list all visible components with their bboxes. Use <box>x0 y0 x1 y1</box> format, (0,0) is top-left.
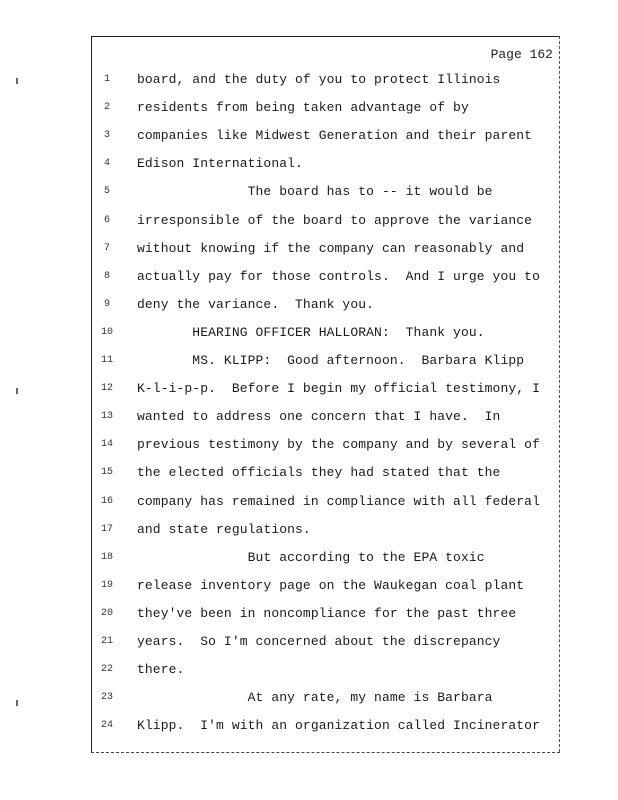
line-text: residents from being taken advantage of by <box>137 100 469 116</box>
transcript-line <box>0 351 618 371</box>
page-number: Page 162 <box>490 47 553 62</box>
line-number: 21 <box>100 636 113 647</box>
line-text: board, and the duty of you to protect Illinois <box>137 72 501 87</box>
transcript-line <box>0 70 618 90</box>
line-number: 17 <box>100 523 113 535</box>
transcript-line <box>0 295 618 315</box>
line-text: HEARING OFFICER HALLORAN: Thank you. <box>137 324 485 340</box>
line-text: they've been in noncompliance for the past three <box>137 605 517 621</box>
transcript-line <box>0 154 618 174</box>
line-text: Edison International. <box>137 156 303 172</box>
transcript-line <box>0 182 618 202</box>
transcript-line <box>0 660 618 680</box>
line-number: 15 <box>100 467 113 479</box>
line-number: 2 <box>103 102 110 114</box>
line-text: company has remained in compliance with all federal <box>137 493 540 509</box>
transcript-line <box>0 688 618 708</box>
transcript-line <box>0 492 618 512</box>
line-text: Klipp. I'm with an organization called Incinerator <box>137 718 540 734</box>
line-number: 6 <box>103 214 110 226</box>
line-text: years. So I'm concerned about the discrepancy <box>137 634 501 649</box>
transcript-line <box>0 604 618 624</box>
line-number: 19 <box>100 579 113 591</box>
line-text: and state regulations. <box>137 521 311 537</box>
line-text: But according to the EPA toxic <box>137 549 485 565</box>
line-text: release inventory page on the Waukegan coal plant <box>137 577 525 593</box>
line-number: 18 <box>100 551 113 563</box>
line-number: 3 <box>103 130 110 142</box>
line-text: At any rate, my name is Barbara <box>137 690 493 706</box>
transcript-line <box>0 379 618 399</box>
line-text: wanted to address one concern that I have. In <box>137 409 501 425</box>
line-number: 4 <box>103 158 110 170</box>
line-text: MS. KLIPP: Good afternoon. Barbara Klipp <box>137 353 525 368</box>
line-number: 23 <box>100 692 113 704</box>
line-number: 7 <box>103 242 110 254</box>
transcript-line <box>0 98 618 118</box>
line-text: deny the variance. Thank you. <box>137 296 375 312</box>
transcript-line <box>0 463 618 483</box>
line-number: 22 <box>100 664 113 676</box>
transcript-line <box>0 211 618 231</box>
line-text: previous testimony by the company and by several of <box>137 437 540 453</box>
line-number: 20 <box>100 607 113 619</box>
line-number: 16 <box>100 495 113 507</box>
bottom-rule <box>91 752 560 753</box>
transcript-line <box>0 239 618 259</box>
line-text: there. <box>137 662 185 678</box>
transcript-line <box>0 407 618 427</box>
line-number: 1 <box>103 74 110 85</box>
transcript-line <box>0 632 618 652</box>
transcript-line <box>0 323 618 343</box>
line-text: The board has to -- it would be <box>137 184 493 200</box>
line-text: irresponsible of the board to approve the variance <box>137 212 533 228</box>
transcript-line <box>0 520 618 540</box>
transcript-line <box>0 548 618 568</box>
line-number: 12 <box>100 383 113 395</box>
transcript-line <box>0 126 618 146</box>
line-number: 14 <box>100 439 113 451</box>
transcript-line <box>0 435 618 455</box>
line-text: companies like Midwest Generation and their parent <box>137 128 533 144</box>
line-text: actually pay for those controls. And I urge you to <box>137 268 540 284</box>
line-number: 10 <box>100 326 113 338</box>
line-number: 24 <box>100 720 113 732</box>
line-number: 13 <box>100 411 113 423</box>
line-number: 5 <box>103 186 110 198</box>
transcript-line <box>0 716 618 736</box>
line-text: K-l-i-p-p. Before I begin my official testimony, I <box>137 381 540 397</box>
line-text: without knowing if the company can reasonably and <box>137 240 525 256</box>
transcript-line <box>0 576 618 596</box>
line-text: the elected officials they had stated that the <box>137 465 501 481</box>
line-number: 9 <box>103 298 110 310</box>
transcript-line <box>0 267 618 287</box>
line-number: 11 <box>100 355 113 366</box>
line-number: 8 <box>103 270 110 282</box>
